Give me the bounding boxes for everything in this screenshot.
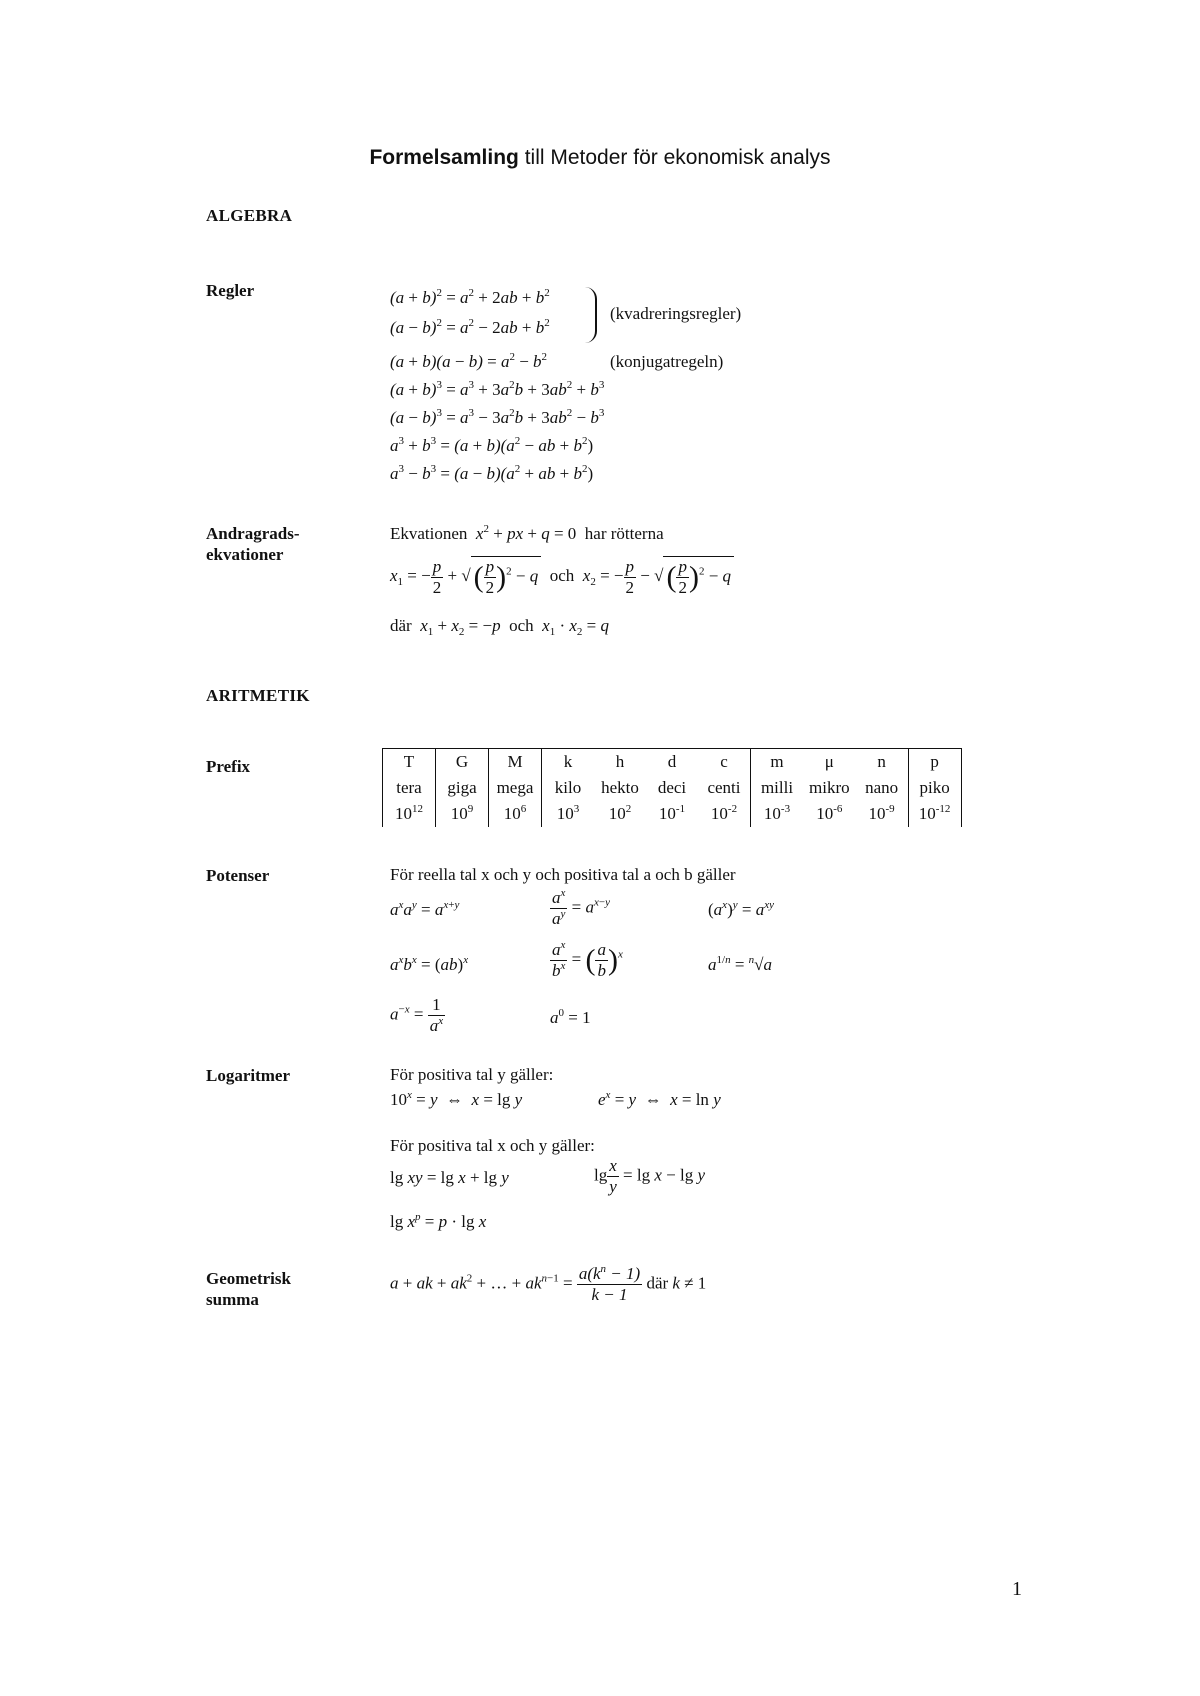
power-rule-negative: $a^{-x}$ = $\frac{1}{a^x}$ [390,995,444,1035]
prefix-value: $10^{-2}$ [710,803,738,823]
title-bold: Formelsamling [369,146,519,169]
label-andragrads [206,523,300,565]
label-regler: Regler [206,281,255,300]
prefix-value: $10^{-9}$ [868,803,895,823]
prefix-value: $10^{12}$ [383,801,436,827]
log-intro-1: För positiva tal y gäller: [390,1065,554,1084]
text-har-rotterna: har rötterna [584,524,664,543]
prefix-symbol: p [908,749,961,776]
prefix-value: $10^9$ [436,801,489,827]
prefix-symbols-row [383,749,962,776]
formula-square-diff: $(a - b)^2 = a^2 - 2ab + b^2$ [390,317,550,337]
prefix-value: $10^{-1}$ [658,803,686,823]
quadratic-equation: Ekvationen $x^2$ + px + q = 0 har rötterna [390,523,664,543]
label-andragrads-1: Andragrads- [206,524,300,543]
prefix-name: piko [908,775,961,801]
prefix-value: $10^{-6}$ [816,803,843,823]
label-geometrisk-1: Geometrisk [206,1269,291,1288]
prefix-value: $10^2$ [608,803,632,823]
prefix-name: kilo [542,775,595,801]
vieta: där $x_1 + x_2 = -p$ och $x_1 \cdot x_2 = q$ [390,616,609,638]
prefix-table [382,748,962,827]
page-number: 1 [1012,1578,1022,1600]
formula-cube-sum: $(a + b)^3 = a^3 + 3a^2b + 3ab^2 + b^3$ [390,379,605,399]
label-geometrisk [206,1268,291,1310]
formula-conjugate: $(a + b)(a - b) = a^2 - b^2$ [390,351,548,371]
prefix-symbol: d [646,749,698,776]
note-kvadreringsregler: (kvadreringsregler) [610,304,742,323]
prefix-symbol: μ [803,749,856,776]
label-logaritmer: Logaritmer [206,1066,291,1085]
prefix-names-row [383,775,962,801]
prefix-name: deci [657,778,687,797]
label-prefix: Prefix [206,757,251,776]
formula-square-sum: $(a + b)^2 = a^2 + 2ab + b^2$ [390,287,550,307]
note-konjugatregeln: (konjugatregeln) [610,352,724,371]
prefix-symbol: c [698,749,751,776]
formula-sum-cubes: $a^3 + b^3 = (a + b)(a^2$ − ab + $b^2$) [390,435,594,455]
prefix-name: hekto [601,778,639,797]
log-intro-2: För positiva tal x och y gäller: [390,1136,595,1155]
power-rule-quotient: $\frac{a^x}{a^y}$ = $a^{x-y}$ [552,887,610,928]
power-rule-root: $a^{1/n} = ^n√a$ [708,954,772,974]
prefix-symbol: h [594,749,646,776]
prefix-value: $10^6$ [489,801,542,827]
prefix-name: mega [489,775,542,801]
log-rule-quotient: lg $\frac{x}{y}$ = lg x − lg y [594,1156,705,1196]
prefix-value: $10^{-12}$ [908,801,961,827]
brace [583,287,597,343]
prefix-symbol: m [751,749,804,776]
label-andragrads-2: ekvationer [206,545,284,564]
section-algebra: ALGEBRA [206,206,293,225]
prefix-name: nano [865,778,899,797]
text-och: och [549,565,575,585]
title-rest: till Metoder för ekonomisk analys [518,146,831,169]
formula-cube-diff: $(a - b)^3 = a^3 - 3a^2b + 3ab^2 - b^3$ [390,407,605,427]
log-definition-10: $10^x = y$ ⇔ x = lg y [390,1089,523,1109]
label-potenser: Potenser [206,866,270,885]
power-rule-product: $a^xa^y = a^{x+y}$ [390,899,460,919]
prefix-name: giga [436,775,489,801]
prefix-symbol: k [542,749,595,776]
power-rule-quotient-base: $\frac{a^x}{b^x}$ = ( $\frac{a}{b}$ )$^x$ [552,939,623,980]
quadratic-roots: $x_1$ = − $\frac{p}{2}$ + √ ( $\frac{p}{2}$ )$^2$ − q och $x_2$ = − $\frac{p}{2}$ − √ ( $\frac{p}{2}$ )$^2$ − q [390,556,734,598]
prefix-value: $10^{-3}$ [751,801,804,827]
prefix-symbol: M [489,749,542,776]
formula-diff-cubes: $a^3 - b^3 = (a - b)(a^2$ + ab + $b^2$) [390,463,594,483]
log-rule-power: $\lg x^p = p \cdot \lg x$ [390,1211,487,1231]
section-aritmetik: ARITMETIK [206,686,310,705]
log-rule-product: lg xy = lg x + lg y [390,1168,509,1187]
text-dar-geometrisk: där [646,1273,669,1293]
prefix-symbol: G [436,749,489,776]
page-title [0,146,1200,170]
prefix-value: $10^3$ [542,801,595,827]
power-rule-zero: $a^0 = 1$ [550,1007,591,1027]
potenser-intro: För reella tal x och y och positiva tal a och b gäller [390,865,736,884]
prefix-name: milli [751,775,804,801]
prefix-name: tera [383,775,436,801]
log-definition-e: $e^x = y$ ⇔ x = ln y [598,1089,721,1109]
prefix-name: centi [707,778,741,797]
text-ekvationen: Ekvationen [390,524,468,543]
power-rule-power: $(a^x)^y = a^{xy}$ [708,899,774,919]
prefix-symbol: T [383,749,436,776]
label-geometrisk-2: summa [206,1290,259,1309]
text-dar: där [390,616,412,635]
power-rule-product-base: $a^xb^x = (ab)^x$ [390,954,469,974]
prefix-name: mikro [809,778,850,797]
prefix-values-row [383,801,962,827]
prefix-symbol: n [856,749,909,776]
geometric-sum: a + ak + $ak^2$ + … + $ak^{n-1}$ = $\frac{a(k^n - 1)}{k - 1}$ där k ≠ 1 [390,1263,707,1304]
